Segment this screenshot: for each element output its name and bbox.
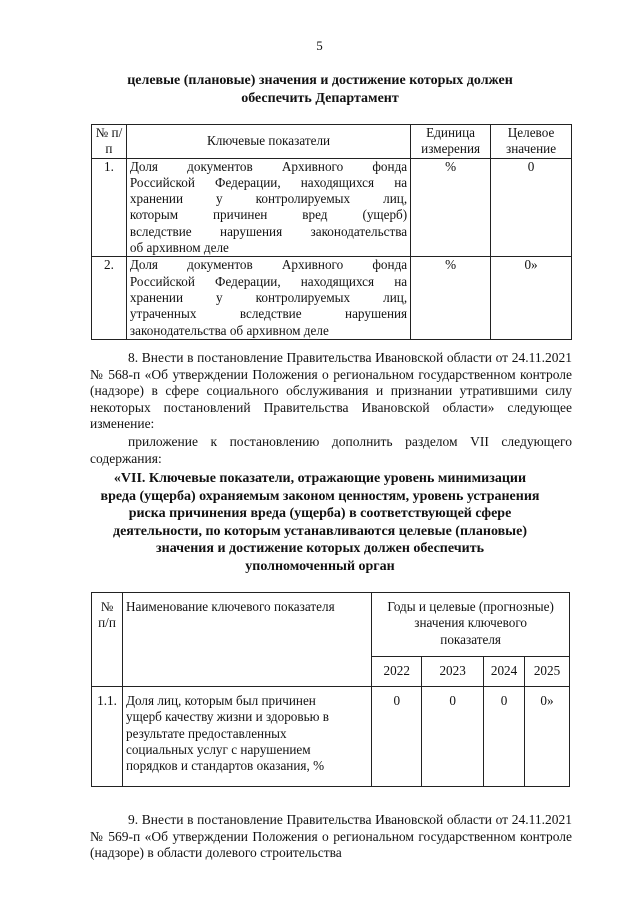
row-indicator [126, 158, 410, 257]
row-value: 0» [525, 687, 570, 787]
heading-line: целевые (плановые) значения и достижение которых должен [127, 73, 513, 88]
indicator-targets-table [91, 592, 570, 787]
header-year: 2022 [372, 657, 422, 687]
heading-line: значения и достижение которых должен обеспечить [156, 541, 484, 556]
paragraph-8-amendment: приложение к постановлению дополнить разделом VII следующего содержания: [90, 434, 572, 466]
text-line: Доля документов Архивного фонда [129, 158, 408, 174]
header-year: 2023 [422, 657, 484, 687]
text-line: вследствие нарушения законодательства [129, 223, 408, 239]
row-unit: % [411, 257, 491, 339]
section-heading [70, 72, 570, 108]
text-line: порядков и стандартов оказания, % [125, 758, 325, 774]
header-num: № п/п [92, 125, 127, 159]
text-line: законодательства об архивном деле [129, 322, 329, 338]
page-number: 5 [316, 38, 323, 53]
header-indicator: Наименование ключевого показателя [122, 593, 371, 687]
row-target: 0» [491, 257, 572, 339]
row-target: 0 [491, 158, 572, 257]
header-indicator: Ключевые показатели [126, 125, 410, 159]
header-years-group: Годы и целевые (прогнозные) значения ключевого показателя [372, 593, 570, 657]
text-line: ущерб качеству жизни и здоровью в [125, 709, 330, 725]
row-value: 0 [422, 687, 484, 787]
row-num: 1. [92, 158, 127, 257]
row-num: 1.1. [92, 687, 123, 787]
text-line: утраченных вследствие нарушения [129, 306, 408, 322]
header-num: № п/п [92, 593, 123, 687]
section-vii-heading [70, 470, 570, 575]
text-line: об архивном деле [129, 240, 229, 256]
table-header-row [92, 593, 570, 657]
header-year: 2024 [484, 657, 525, 687]
text-line: Доля документов Архивного фонда [129, 257, 408, 273]
text-line: результате предоставленных [125, 725, 287, 741]
heading-line: уполномоченный орган [245, 558, 395, 574]
table-header-row [92, 125, 572, 159]
text-line: Российской Федерации, находящихся на [129, 174, 408, 190]
row-num: 2. [92, 257, 127, 339]
heading-line: риска причинения вреда (ущерба) в соответствующей сфере [128, 506, 512, 521]
paragraph-9: 9. Внести в постановление Правительства Ивановской области от 24.11.2021 № 569-п «Об утверждении Положения о региональном государственном контроле (надзоре) в области долевого строительства [90, 812, 572, 861]
text-line: социальных услуг с нарушением [125, 741, 311, 757]
row-unit: % [411, 158, 491, 257]
key-indicators-table [91, 124, 572, 340]
paragraph-8: 8. Внести в постановление Правительства Ивановской области от 24.11.2021 № 568-п «Об утверждении Положения о региональном государственном контроле (надзоре) в сфере социального обслуживания и признании утратившими силу некоторых постановлений Правительства Ивановской области» следующее изменение: [90, 350, 572, 432]
heading-line: вреда (ущерба) охраняемым законом ценностям, уровень устранения [100, 488, 540, 504]
table-row [92, 257, 572, 339]
row-value: 0 [484, 687, 525, 787]
row-indicator [126, 257, 410, 339]
header-target: Целевое значение [491, 125, 572, 159]
row-value: 0 [372, 687, 422, 787]
table-row [92, 687, 570, 787]
heading-line: обеспечить Департамент [241, 91, 399, 106]
heading-line: деятельности, по которым устанавливаются целевые (плановые) [113, 523, 527, 539]
heading-line: «VII. Ключевые показатели, отражающие уровень минимизации [113, 471, 527, 486]
text-line: Российской Федерации, находящихся на [129, 273, 408, 289]
header-year: 2025 [525, 657, 570, 687]
header-unit: Единица измерения [411, 125, 491, 159]
text-line: которым причинен вред (ущерб) [129, 207, 408, 223]
text-line: Доля лиц, которым был причинен [125, 693, 316, 708]
text-line: хранении у контролируемых лиц, [129, 191, 408, 207]
text-line: хранении у контролируемых лиц, [129, 289, 408, 305]
row-indicator [122, 687, 371, 787]
table-row [92, 158, 572, 257]
